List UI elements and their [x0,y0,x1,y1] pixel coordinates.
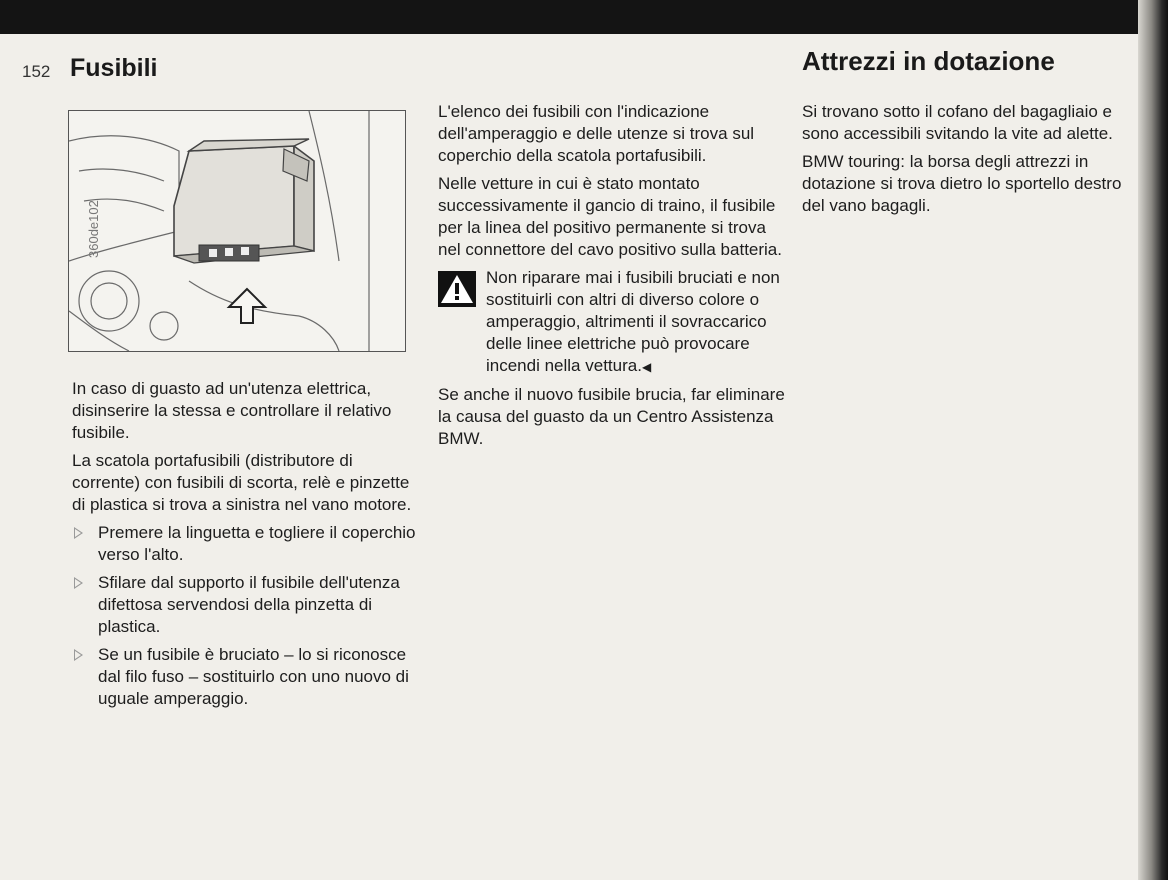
column-left [72,378,424,716]
warning-icon [438,271,476,307]
paragraph-scatola: La scatola portafusibili (distributore di corrente) con fusibili di scorta, relè e pinzette di plastica si trova a sinistra nel vano motore. [72,451,412,514]
triangle-bullet-icon [74,577,83,589]
column-middle [438,101,788,456]
scan-right-edge [1138,0,1168,880]
fusebox-drawing [69,111,405,351]
paragraph-gancio-traino: Nelle vetture in cui è stato montato successivamente il gancio di traino, il fusibile per la linea del positivo permanente si trova nel connettore del cavo positivo sulla batteria. [438,174,782,259]
warning-text: Non riparare mai i fusibili bruciati e non sostituirli con altri di diverso colore o amperaggio, altrimenti il sovraccarico delle linee elettriche può provocare incendi nella vettura. [486,268,780,375]
section-title-fusibili: Fusibili [70,54,158,82]
list-item [72,522,424,566]
list-item-text: Se un fusibile è bruciato – lo si riconosce dal filo fuso – sostituirlo con uno nuovo di uguale amperaggio. [98,645,409,708]
steps-list [72,522,424,710]
page-number: 152 [22,62,51,81]
section-title-attrezzi: Attrezzi in dotazione [802,46,1055,76]
fusebox-illustration [68,110,406,352]
warning-paragraph [438,267,788,378]
paragraph-touring: BMW touring: la borsa degli attrezzi in dotazione si trova dietro lo sportello destro del vano bagagli. [802,152,1122,215]
paragraph-cofano: Si trovano sotto il cofano del bagagliaio e sono accessibili svitando la vite ad alette. [802,102,1113,143]
paragraph-elenco: L'elenco dei fusibili con l'indicazione dell'amperaggio e delle utenze si trova sul coperchio della scatola portafusibili. [438,102,755,165]
scan-top-edge [0,0,1168,34]
paragraph-nuovo-fusibile: Se anche il nuovo fusibile brucia, far eliminare la causa del guasto da un Centro Assistenza BMW. [438,385,785,448]
end-mark-icon: ◀ [641,360,652,374]
paragraph-guasto: In caso di guasto ad un'utenza elettrica, disinserire la stessa e controllare il relativo fusibile. [72,379,392,442]
figure-code [86,238,101,258]
list-item [72,572,424,638]
warning-triangle-icon [438,271,476,307]
triangle-bullet-icon [74,527,83,539]
list-item-text: Sfilare dal supporto il fusibile dell'utenza difettosa servendosi della pinzetta di plastica. [98,573,400,636]
list-item [72,644,424,710]
list-item-text: Premere la linguetta e togliere il coperchio verso l'alto. [98,523,416,564]
triangle-bullet-icon [74,649,83,661]
column-right [802,101,1138,223]
